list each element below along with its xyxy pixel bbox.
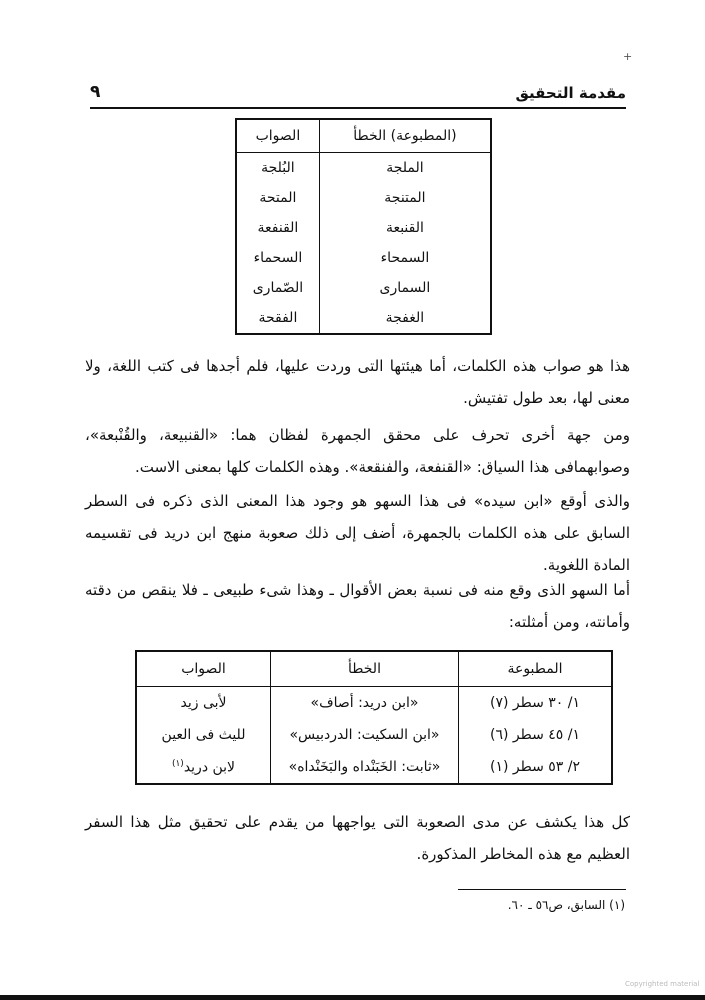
correct-cell: المتحة <box>259 190 297 206</box>
corrections-table <box>235 118 492 335</box>
correct-cell: القنفعة <box>257 220 299 236</box>
table-row <box>236 183 491 213</box>
paragraph-1: هذا هو صواب هذه الكلمات، أما هيئتها التى وردت عليها، فلم أجدها فى كتب اللغة، ولا معنى لها، بعد طول تفتيش. <box>85 357 630 407</box>
paragraph-3: والذى أوقع «ابن سيده» فى هذا السهو هو وجود هذا المعنى الذى ذكره فى السطر السابق على هذه الكلمات بالجمهرة، أضف إلى ذلك صعوبة منهج ابن دريد فى تقسيمه المادة اللغوية. <box>85 492 630 574</box>
table-row <box>136 751 612 784</box>
table-row <box>236 153 491 184</box>
printed-ref-cell: ١/ ٣٠ سطر (٧) <box>459 687 613 720</box>
column-header-error: الخطأ <box>271 651 459 687</box>
attribution-table <box>135 650 613 785</box>
copyright-watermark: Copyrighted material <box>625 980 700 988</box>
table-row <box>136 719 612 751</box>
error-cell: «ابن دريد: أصاف» <box>271 687 459 720</box>
table-row <box>236 273 491 303</box>
paragraph-2: ومن جهة أخرى تحرف على محقق الجمهرة لفظان هما: «القنبيعة، والقُنْبعة»، وصوابهمافى هذا السياق: «القنفعة، والفنقعة». وهذه الكلمات كلها بمعنى الاست. <box>85 426 630 476</box>
running-title: مقدمة التحقيق <box>515 84 626 102</box>
error-cell: الملجة <box>319 153 491 184</box>
column-header-correct: الصواب <box>136 651 271 687</box>
page-number: ٩ <box>90 82 101 102</box>
paragraph-5: كل هذا يكشف عن مدى الصعوبة التى يواجهها من يقدم على تحقيق مثل هذا السفر العظيم مع هذه المخاطر المذكورة. <box>85 813 630 863</box>
footnote: (١) السابق، ص٥٦ ـ ٦٠. <box>507 898 625 912</box>
footnote-reference[interactable]: (١) <box>171 758 184 769</box>
printed-ref-cell: ٢/ ٥٣ سطر (١) <box>459 751 613 784</box>
error-cell: المتنجة <box>319 183 491 213</box>
correct-cell <box>136 751 271 784</box>
table-row <box>236 303 491 334</box>
table-header-row <box>236 119 491 153</box>
column-header-correct: الصواب <box>236 119 319 153</box>
column-header-error: (المطبوعة) الخطأ <box>319 119 491 153</box>
correct-cell: الصّمارى <box>252 280 304 296</box>
correct-cell: السحماء <box>253 250 303 266</box>
error-cell: «ابن السكيت: الدردبيس» <box>271 719 459 751</box>
correct-cell: لليث فى العين <box>161 727 246 743</box>
error-cell: الغفجة <box>319 303 491 334</box>
correct-cell: الفقحة <box>258 310 298 326</box>
paragraph-4: أما السهو الذى وقع منه فى نسبة بعض الأقوال ـ وهذا شىء طبيعى ـ فلا ينقص من دقته وأمانته، ومن أمثلته: <box>85 581 630 631</box>
table-header-row <box>136 651 612 687</box>
table-row <box>136 687 612 720</box>
bottom-edge-bar <box>0 995 705 1000</box>
correct-cell: البُلجة <box>261 160 295 176</box>
error-cell: «ثابت: الخَبَنْداه والبَخَنْداه» <box>271 751 459 784</box>
footnote-rule <box>458 889 626 890</box>
header-rule <box>90 107 626 109</box>
error-cell: السمحاء <box>319 243 491 273</box>
correct-cell: لأبى زيد <box>180 695 227 711</box>
table-row <box>236 243 491 273</box>
table-row <box>236 213 491 243</box>
page-header <box>90 82 626 106</box>
printed-ref-cell: ١/ ٤٥ سطر (٦) <box>459 719 613 751</box>
margin-mark: + <box>623 50 633 63</box>
column-header-printed: المطبوعة <box>459 651 613 687</box>
error-cell: القنبعة <box>319 213 491 243</box>
error-cell: السمارى <box>319 273 491 303</box>
correct-text: لابن دريد <box>183 759 236 776</box>
